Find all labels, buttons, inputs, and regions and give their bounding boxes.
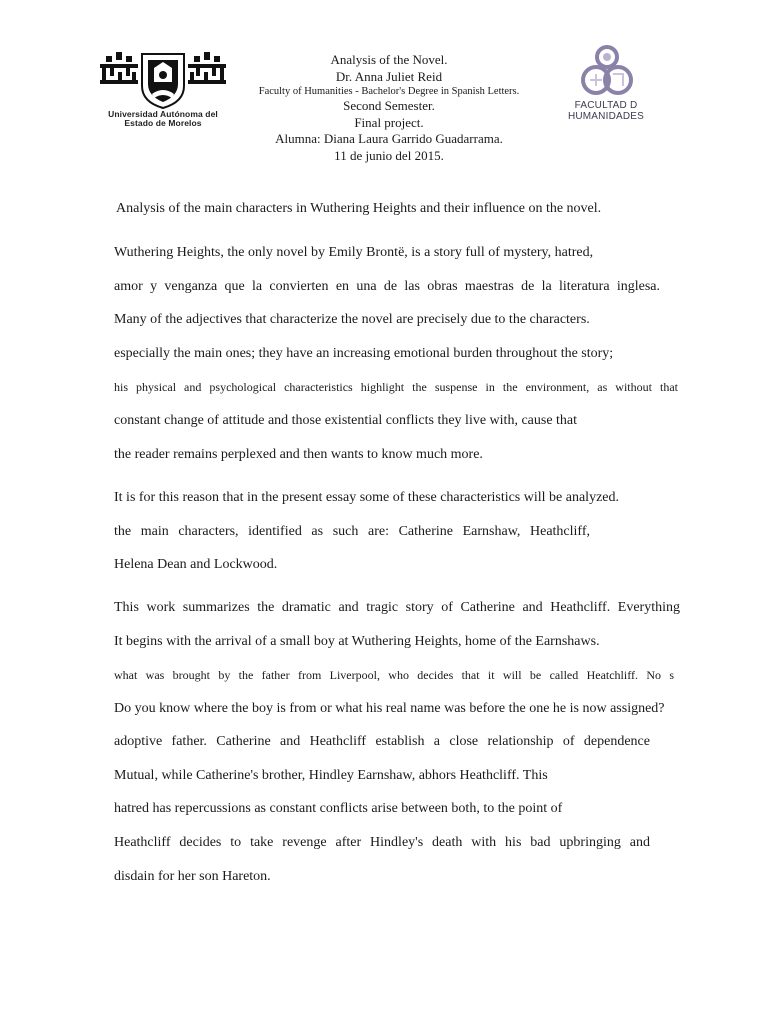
header-semester: Second Semester. xyxy=(343,98,435,113)
header-student: Alumna: Diana Laura Garrido Guadarrama. xyxy=(275,131,503,146)
header-date: 11 de junio del 2015. xyxy=(334,147,444,163)
paragraph-line: It is for this reason that in the present essay some of these characteristics will be analyzed. xyxy=(114,490,619,505)
paragraph-line: what was brought by the father from Liverpool, who decides that it will be called Heatchliff. No s xyxy=(114,668,674,682)
paragraph-line: amor y venganza que la convierten en una de las obras maestras de la literatura inglesa. xyxy=(114,279,660,294)
paragraph-line: Helena Dean and Lockwood. xyxy=(114,557,278,572)
paragraph-line: Mutual, while Catherine's brother, Hindley Earnshaw, abhors Heathcliff. This xyxy=(114,768,548,783)
facultad-humanidades-logo-icon xyxy=(575,44,639,98)
uaem-name-line: Universidad Autónoma del xyxy=(108,109,218,119)
header-faculty: Faculty of Humanities - Bachelor's Degree in Spanish Letters. xyxy=(258,86,520,97)
humanidades-name-line: FACULTAD D xyxy=(574,100,638,111)
uaem-name-line: Estado de Morelos xyxy=(124,118,202,128)
paragraph-line: adoptive father. Catherine and Heathcliff establish a close relationship of dependence xyxy=(114,734,650,749)
paragraph-line: hatred has repercussions as constant conflicts arise between both, to the point of xyxy=(114,801,563,816)
paragraph-line: disdain for her son Hareton. xyxy=(114,869,271,884)
document-header xyxy=(230,52,548,164)
essay-title: Analysis of the main characters in Wuthering Heights and their influence on the novel. xyxy=(116,201,602,216)
humanidades-name-line: HUMANIDADES xyxy=(567,111,645,122)
paragraph-line: Do you know where the boy is from or what his real name was before the one he is now assigned? xyxy=(114,701,665,716)
uaem-name xyxy=(96,110,230,128)
paragraph-line: Many of the adjectives that characterize the novel are precisely due to the characters. xyxy=(114,312,590,327)
header-professor: Dr. Anna Juliet Reid xyxy=(335,68,443,84)
humanidades-name xyxy=(556,100,656,122)
uaem-crest-icon xyxy=(98,48,228,110)
paragraph-line: the main characters, identified as such are: Catherine Earnshaw, Heathcliff, xyxy=(114,524,590,539)
paragraph-line: especially the main ones; they have an increasing emotional burden throughout the story; xyxy=(114,346,614,361)
paragraph-line: his physical and psychological characteristics highlight the suspense in the environment, as without that xyxy=(114,380,678,394)
paragraph-line: It begins with the arrival of a small boy at Wuthering Heights, home of the Earnshaws. xyxy=(114,634,600,649)
paragraph-line: the reader remains perplexed and then wants to know much more. xyxy=(114,447,483,462)
header-course: Analysis of the Novel. xyxy=(330,52,448,67)
paragraph-line: constant change of attitude and those existential conflicts they live with, cause that xyxy=(114,413,578,428)
header-project: Final project. xyxy=(354,114,424,130)
paragraph-line: Wuthering Heights, the only novel by Emily Brontë, is a story full of mystery, hatred, xyxy=(114,245,594,260)
paragraph-line: Heathcliff decides to take revenge after Hindley's death with his bad upbringing and xyxy=(114,835,650,850)
paragraph-line: This work summarizes the dramatic and tragic story of Catherine and Heathcliff. Everything xyxy=(114,600,680,615)
